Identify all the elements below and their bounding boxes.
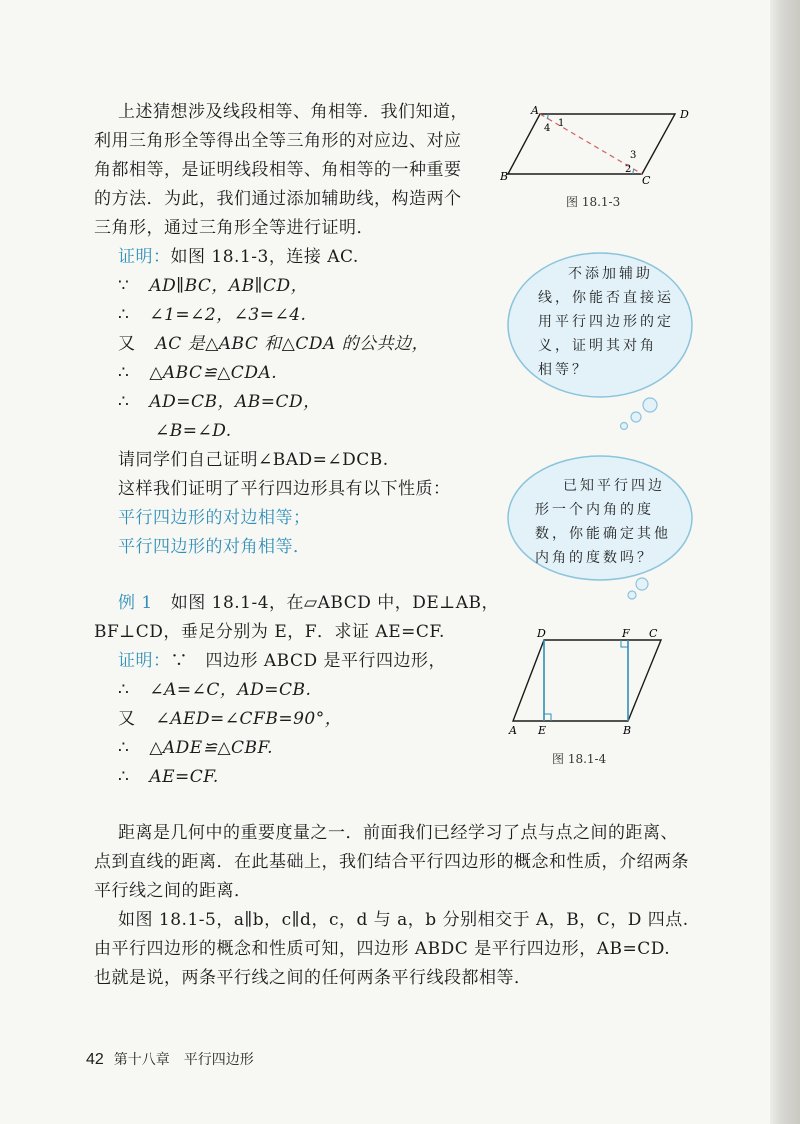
thought-bubble-2-text [535, 474, 671, 570]
intro-line-2: 利用三角形全等得出全等三角形的对应边、对应 [94, 131, 462, 151]
proof1-step-2 [118, 304, 306, 326]
example-line-2: BF⊥CD，垂足分别为 E，F．求证 AE=CF. [94, 622, 445, 642]
example-step-1 [118, 679, 311, 701]
property-2: 平行四边形的对角相等． [118, 537, 311, 557]
figure-18-1-3-caption: 图 18.1-3 [566, 195, 621, 209]
step-text: AC 是△ABC 和△CDA 的公共边， [155, 334, 430, 354]
bubble-line: 义，证明其对角 [538, 338, 657, 354]
figure-18-1-4 [505, 625, 675, 740]
bubble-line: 线，你能否直接运 [538, 290, 674, 306]
chapter-title: 第十八章 平行四边形 [113, 1052, 254, 1068]
example-label: 例 1 [118, 593, 153, 613]
label-d: D [680, 108, 689, 121]
right-angle-mark [621, 640, 628, 647]
parallelogram-abcd [513, 640, 661, 721]
proof1-after-2: 这样我们证明了平行四边形具有以下性质： [118, 479, 451, 499]
step-text: AE=CF. [149, 767, 219, 787]
label-angle-1: 1 [558, 118, 565, 129]
label-a: A [531, 104, 539, 117]
example-proof-label: 证明： [118, 651, 171, 671]
distance-line-4: 如图 18.1-5，a∥b，c∥d，c，d 与 a，b 分别相交于 A，B，C，D 四点. [118, 910, 689, 930]
thought-bubble-1-text [538, 262, 674, 382]
step-text: ∠AED=∠CFB=90°， [155, 709, 343, 729]
angle-arc [633, 169, 634, 174]
intro-line-5: 三角形，通过三角形全等进行证明． [94, 218, 374, 238]
label-e: E [538, 724, 547, 737]
label-angle-2: 2 [625, 164, 632, 175]
bubble-line: 不添加辅助 [568, 266, 653, 282]
step-text: ∠B=∠D. [155, 421, 232, 441]
step-text: AD=CB，AB=CD， [149, 392, 321, 412]
bubble-line: 已知平行四边 [563, 478, 665, 494]
proof1-step-5 [118, 391, 321, 413]
step-text: ∠1=∠2，∠3=∠4. [149, 305, 307, 325]
distance-line-1: 距离是几何中的重要度量之一．前面我们已经学习了点与点之间的距离、 [118, 823, 678, 843]
bubble-line: 内角的度数吗？ [535, 550, 654, 566]
step-symbol: ∴ [118, 392, 130, 412]
label-d: D [537, 627, 546, 640]
example-line-1 [118, 592, 499, 614]
distance-line-2: 点到直线的距离．在此基础上，我们结合平行四边形的概念和性质，介绍两条 [94, 852, 689, 872]
label-angle-3: 3 [630, 150, 637, 161]
example-step-4 [118, 766, 219, 788]
step-symbol: ∴ [118, 363, 130, 383]
label-f: F [622, 627, 630, 640]
label-angle-4: 4 [544, 123, 551, 134]
example-proof-first [118, 650, 446, 672]
intro-line-3: 角都相等，是证明线段相等、角相等的一种重要 [94, 160, 462, 180]
angle-arc [547, 114, 548, 119]
proof1-first: 如图 18.1-3，连接 AC. [170, 247, 359, 267]
bubble-line: 相等？ [538, 362, 589, 378]
label-b: B [623, 724, 632, 737]
distance-line-5: 由平行四边形的概念和性质可知，四边形 ABDC 是平行四边形，AB=CD. [94, 939, 671, 959]
step-symbol: ∴ [118, 767, 130, 787]
right-angle-mark [544, 714, 551, 721]
proof1-first-line [118, 246, 359, 268]
figure-18-1-4-caption: 图 18.1-4 [552, 752, 607, 766]
example-step-3 [118, 737, 273, 759]
proof1-step-3 [118, 333, 429, 355]
proof1-after-1: 请同学们自己证明∠BAD=∠DCB. [118, 450, 389, 470]
step-symbol: ∴ [118, 738, 130, 758]
parallelogram-abcd [508, 114, 675, 174]
intro-line-1: 上述猜想涉及线段相等、角相等．我们知道， [118, 102, 468, 122]
step-text: AD∥BC，AB∥CD， [149, 276, 309, 296]
page-footer [86, 1049, 254, 1069]
step-symbol: 又 [118, 334, 136, 354]
example-step-2 [118, 708, 342, 730]
label-c: C [649, 627, 658, 640]
page-number: 42 [86, 1051, 104, 1068]
step-text: ∠A=∠C，AD=CB. [149, 680, 312, 700]
label-b: B [500, 170, 509, 183]
proof1-label: 证明： [118, 247, 171, 267]
step-symbol: ∵ [118, 276, 130, 296]
distance-line-6: 也就是说，两条平行线之间的任何两条平行线段都相等． [94, 968, 532, 988]
proof1-step-6 [155, 420, 232, 442]
label-c: C [642, 174, 651, 187]
bubble-line: 形一个内角的度 [535, 502, 654, 518]
property-1: 平行四边形的对边相等； [118, 508, 311, 528]
example-proof-text: ∵ 四边形 ABCD 是平行四边形， [170, 651, 447, 671]
step-symbol: ∴ [118, 305, 130, 325]
proof1-step-1 [118, 275, 308, 297]
bubble-line: 数，你能确定其他 [535, 526, 671, 542]
intro-line-4: 的方法．为此，我们通过添加辅助线，构造两个 [94, 189, 462, 209]
page-edge [770, 0, 800, 1124]
distance-line-3: 平行线之间的距离． [94, 881, 252, 901]
label-a: A [509, 724, 517, 737]
step-symbol: ∴ [118, 680, 130, 700]
example-text-1: 如图 18.1-4，在▱ABCD 中，DE⊥AB， [170, 593, 500, 613]
step-text: △ADE≌△CBF. [149, 738, 274, 758]
step-text: △ABC≌△CDA. [149, 363, 278, 383]
proof1-step-4 [118, 362, 277, 384]
step-symbol: 又 [118, 709, 136, 729]
bubble-line: 用平行四边形的定 [538, 314, 674, 330]
